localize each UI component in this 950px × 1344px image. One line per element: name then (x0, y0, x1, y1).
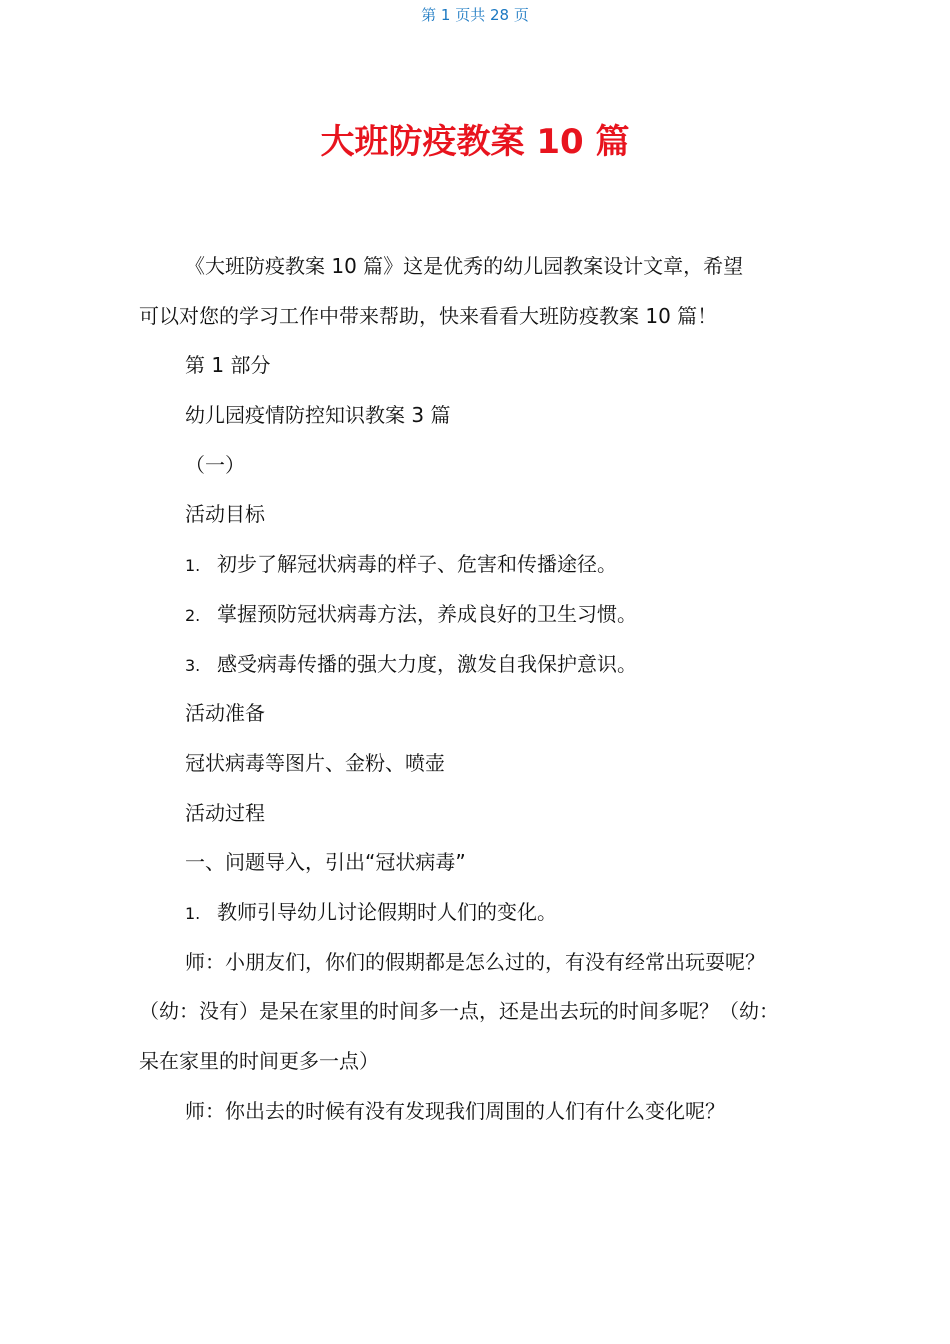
subsection-label: （一） (185, 452, 245, 477)
goal-item (139, 540, 829, 590)
step-item (139, 888, 829, 938)
goal-text: 初步了解冠状病毒的样子、危害和传播途径。 (217, 552, 617, 577)
prep-text: 冠状病毒等图片、金粉、喷壶 (185, 750, 445, 775)
step-text: 教师引导幼儿讨论假期时人们的变化。 (217, 899, 557, 924)
step-number: 1. (185, 903, 201, 923)
prep-heading: 活动准备 (185, 701, 265, 726)
goal-item (139, 640, 829, 690)
dialogue-line-2: （幼：没有）是呆在家里的时间多一点，还是出去玩的时间多呢？（幼： (139, 999, 779, 1024)
section-title: 幼儿园疫情防控知识教案 3 篇 (185, 403, 451, 428)
document-body (139, 242, 829, 1136)
step-one-heading: 一、问题导入，引出“冠状病毒” (185, 850, 466, 875)
goal-text: 感受病毒传播的强大力度，激发自我保护意识。 (217, 651, 637, 676)
goal-number: 2. (185, 605, 201, 625)
process-heading: 活动过程 (185, 800, 265, 825)
goal-text: 掌握预防冠状病毒方法，养成良好的卫生习惯。 (217, 601, 637, 626)
part-label: 第 1 部分 (185, 353, 271, 378)
goal-number: 3. (185, 655, 201, 675)
goals-heading: 活动目标 (185, 502, 265, 527)
document-title: 大班防疫教案 10 篇 (320, 122, 630, 162)
page-indicator: 第 1 页共 28 页 (421, 6, 529, 24)
dialogue-line-4: 师：你出去的时候有没有发现我们周围的人们有什么变化呢？ (185, 1098, 725, 1123)
dialogue-line-3: 呆在家里的时间更多一点） (139, 1049, 379, 1073)
goal-item (139, 590, 829, 640)
intro-line-1: 《大班防疫教案 10 篇》这是优秀的幼儿园教案设计文章，希望 (185, 254, 744, 278)
goal-number: 1. (185, 556, 201, 576)
intro-line-2: 可以对您的学习工作中带来帮助，快来看看大班防疫教案 10 篇！ (139, 303, 718, 328)
dialogue-line-1: 师：小朋友们，你们的假期都是怎么过的，有没有经常出玩耍呢？ (185, 949, 765, 974)
